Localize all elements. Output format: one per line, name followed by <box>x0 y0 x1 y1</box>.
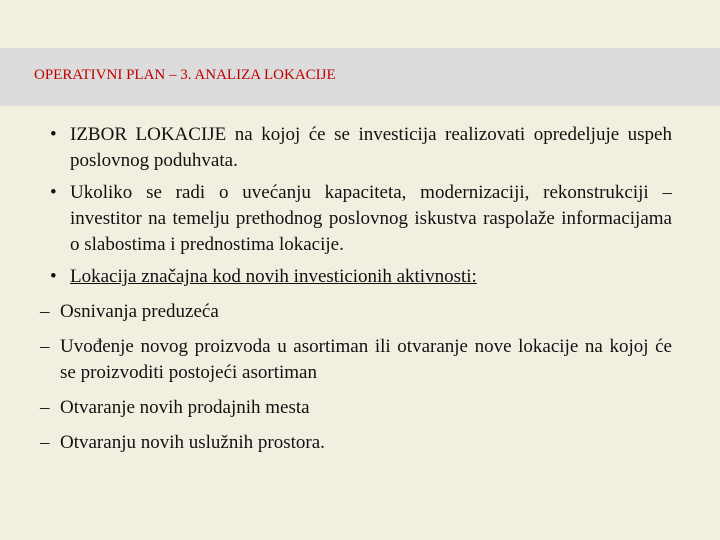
bullet-marker: • <box>50 182 57 203</box>
dash-text: Osnivanja preduzeća <box>60 301 219 322</box>
bullet-marker: • <box>50 266 57 287</box>
dash-text: Otvaranje novih prodajnih mesta <box>60 397 310 418</box>
dash-item <box>40 395 672 421</box>
bullet-item <box>50 122 672 174</box>
bullet-marker: • <box>50 124 57 145</box>
bullet-text: Ukoliko se radi o uvećanju kapaciteta, modernizaciji, rekonstrukciji – investitor na temelju prethodnog poslovnog iskustva raspolaže informacijama o slabostima i prednostima lokacije. <box>70 182 672 255</box>
dash-marker: – <box>40 432 50 453</box>
dash-text: Otvaranju novih uslužnih prostora. <box>60 432 325 453</box>
dash-item <box>40 299 672 325</box>
bullet-text-underlined: Lokacija značajna kod novih investicionih aktivnosti: <box>70 266 477 287</box>
dash-marker: – <box>40 397 50 418</box>
dash-marker: – <box>40 301 50 322</box>
dash-item <box>40 334 672 386</box>
slide-content <box>40 122 672 462</box>
bullet-text: IZBOR LOKACIJE na kojoj će se investicija realizovati opredeljuje uspeh poslovnog poduhvata. <box>70 124 672 171</box>
dash-item <box>40 430 672 456</box>
title-bar <box>0 48 720 106</box>
dash-marker: – <box>40 336 50 357</box>
dash-text: Uvođenje novog proizvoda u asortiman ili otvaranje nove lokacije na kojoj će se proizvoditi postojeći asortiman <box>60 336 672 383</box>
slide-title: OPERATIVNI PLAN – 3. ANALIZA LOKACIJE <box>34 67 336 83</box>
bullet-item <box>50 264 672 290</box>
bullet-item <box>50 180 672 258</box>
top-band <box>0 0 720 48</box>
